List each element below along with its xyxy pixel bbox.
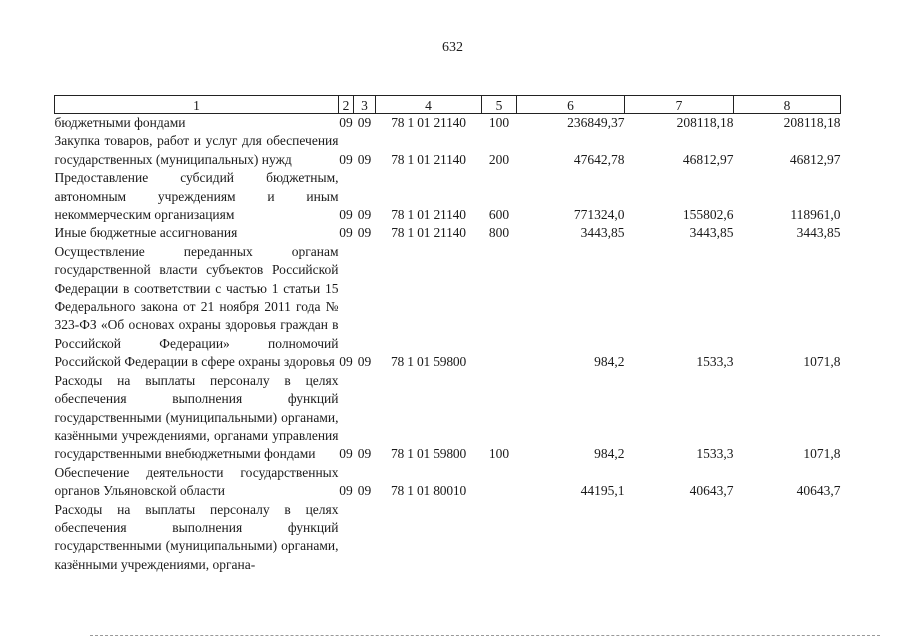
row-expense-type: 800 — [488, 225, 510, 241]
row-expense-type: 600 — [488, 207, 510, 223]
header-col-6: 6 — [517, 96, 625, 114]
header-col-2: 2 — [339, 96, 354, 114]
row-section: 09 — [339, 207, 353, 223]
table-row — [55, 501, 841, 575]
header-col-4: 4 — [376, 96, 482, 114]
row-name: Осуществление переданных органам государственной власти субъектов Российской Федерации в соответствии с частью 1 статьи 15 Федерального закона от 21 ноября 2011 года № 323-ФЗ «Об основах охраны здоровья граждан в Российской Федерации» полномочий Российской Федерации в сфере охраны здоровья — [54, 243, 339, 370]
row-subsection: 09 — [357, 225, 372, 241]
row-section: 09 — [339, 115, 353, 130]
row-section — [339, 501, 354, 575]
row-subsection: 09 — [357, 446, 372, 462]
row-value-3: 1071,8 — [803, 354, 841, 370]
row-name: бюджетными фондами — [54, 115, 186, 130]
row-value-1: 44195,1 — [580, 483, 625, 499]
table-row — [55, 243, 841, 372]
table-row — [55, 224, 841, 242]
row-value-3: 208118,18 — [783, 115, 841, 130]
row-name: Предоставление субсидий бюджетным, автономным учреждениям и иным некоммерческим организациям — [54, 170, 339, 223]
table-row — [55, 372, 841, 464]
row-value-1: 984,2 — [594, 446, 625, 462]
row-name: Обеспечение деятельности государственных органов Ульяновской области — [54, 464, 339, 499]
row-section: 09 — [339, 225, 353, 241]
row-value-3 — [734, 501, 841, 575]
row-value-1: 3443,85 — [580, 225, 625, 241]
row-value-1: 236849,37 — [567, 115, 625, 130]
table-header — [55, 96, 841, 114]
table-body — [55, 114, 841, 575]
row-subsection: 09 — [357, 151, 372, 167]
row-value-2: 46812,97 — [682, 151, 734, 167]
row-value-2: 208118,18 — [676, 115, 734, 130]
row-target-article: 78 1 01 59800 — [390, 446, 467, 462]
row-expense-type — [482, 243, 517, 372]
row-value-2: 1533,3 — [696, 354, 734, 370]
row-target-article: 78 1 01 21140 — [391, 115, 466, 130]
row-target-article: 78 1 01 21140 — [391, 151, 466, 167]
row-section: 09 — [339, 446, 353, 462]
row-value-3: 40643,7 — [796, 483, 841, 499]
row-name: Расходы на выплаты персоналу в целях обеспечения выполнения функций государственными (муниципальными) органами, казёнными учреждениями, органа- — [54, 501, 339, 572]
row-name: Расходы на выплаты персоналу в целях обеспечения выполнения функций государственными (муниципальными) органами, казёнными учреждениями, органами управления государственными внебюджетными фондами — [54, 372, 339, 462]
row-value-2: 40643,7 — [689, 483, 734, 499]
row-target-article: 78 1 01 80010 — [390, 483, 467, 499]
row-subsection: 09 — [357, 354, 372, 370]
header-row — [55, 96, 841, 114]
table-row — [55, 464, 841, 501]
row-target-article: 78 1 01 59800 — [390, 354, 467, 370]
row-value-3: 1071,8 — [803, 446, 841, 462]
row-subsection: 09 — [357, 115, 372, 130]
row-subsection: 09 — [357, 207, 372, 223]
page-number: 632 — [442, 40, 463, 55]
row-section: 09 — [339, 483, 353, 499]
header-col-1: 1 — [55, 96, 339, 114]
header-col-5: 5 — [482, 96, 517, 114]
page-bottom-rule — [90, 635, 880, 636]
row-subsection — [354, 501, 376, 575]
row-value-3: 118961,0 — [790, 207, 841, 223]
row-name: Закупка товаров, работ и услуг для обеспечения государственных (муниципальных) нужд — [54, 133, 339, 167]
row-expense-type: 100 — [488, 446, 510, 462]
row-subsection: 09 — [357, 483, 372, 499]
budget-table — [54, 95, 841, 574]
row-value-2 — [625, 501, 734, 575]
table-row — [55, 169, 841, 224]
row-expense-type: 200 — [488, 151, 510, 167]
row-expense-type — [482, 464, 517, 501]
row-value-1: 771324,0 — [573, 207, 625, 223]
table-row — [55, 132, 841, 169]
row-target-article: 78 1 01 21140 — [391, 207, 466, 223]
row-value-3: 46812,97 — [789, 151, 841, 167]
row-value-3: 3443,85 — [796, 225, 841, 241]
header-col-8: 8 — [734, 96, 841, 114]
header-col-3: 3 — [354, 96, 376, 114]
row-expense-type — [482, 501, 517, 575]
row-target-article — [376, 501, 482, 575]
row-value-1: 984,2 — [594, 354, 625, 370]
row-value-2: 1533,3 — [696, 446, 734, 462]
row-section: 09 — [339, 151, 353, 167]
row-value-2: 155802,6 — [682, 207, 734, 223]
row-value-1 — [517, 501, 625, 575]
row-value-2: 3443,85 — [689, 225, 734, 241]
row-section: 09 — [339, 354, 353, 370]
row-name: Иные бюджетные ассигнования — [54, 225, 238, 241]
table-row — [55, 114, 841, 133]
header-col-7: 7 — [625, 96, 734, 114]
row-expense-type: 100 — [488, 115, 510, 130]
row-value-1: 47642,78 — [573, 151, 625, 167]
row-target-article: 78 1 01 21140 — [391, 225, 466, 241]
